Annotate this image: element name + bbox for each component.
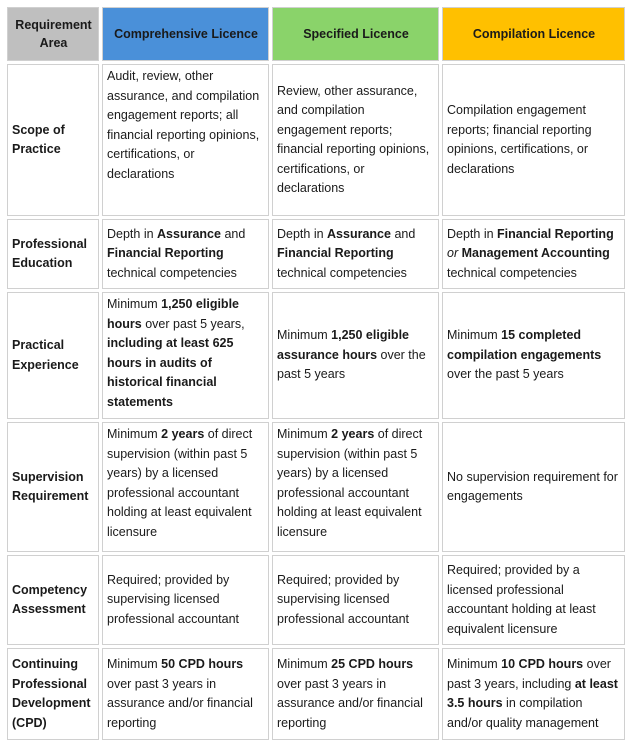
- licence-requirements-table-frame: [4, 4, 625, 739]
- cell-competency-compilation: Required; provided by a licensed professional accountant holding at least equivalent licensure: [442, 555, 625, 645]
- cell-cpd-comprehensive: Minimum 50 CPD hours over past 3 years in assurance and/or financial reporting: [102, 648, 269, 740]
- row-label-experience: Practical Experience: [7, 292, 99, 419]
- cell-scope-compilation: Compilation engagement reports; financial reporting opinions, certifications, or declarations: [442, 64, 625, 216]
- licence-requirements-table: [4, 4, 628, 743]
- table-row-experience: [7, 292, 625, 419]
- table-row-competency: [7, 555, 625, 645]
- header-requirement-area: Requirement Area: [7, 7, 99, 61]
- cell-experience-comprehensive: Minimum 1,250 eligible hours over past 5 years, including at least 625 hours in audits of historical financial statements: [102, 292, 269, 419]
- table-row-cpd: [7, 648, 625, 740]
- cell-cpd-compilation: Minimum 10 CPD hours over past 3 years, including at least 3.5 hours in compilation and/or quality management: [442, 648, 625, 740]
- row-label-supervision: Supervision Requirement: [7, 422, 99, 552]
- cell-scope-comprehensive: Audit, review, other assurance, and compilation engagement reports; all financial reporting opinions, certifications, or declarations: [102, 64, 269, 216]
- cell-education-comprehensive: Depth in Assurance and Financial Reporting technical competencies: [102, 219, 269, 289]
- cell-cpd-specified: Minimum 25 CPD hours over past 3 years in assurance and/or financial reporting: [272, 648, 439, 740]
- row-label-competency: Competency Assessment: [7, 555, 99, 645]
- cell-education-specified: Depth in Assurance and Financial Reporting technical competencies: [272, 219, 439, 289]
- row-label-cpd: Continuing Professional Development (CPD): [7, 648, 99, 740]
- row-label-scope: Scope of Practice: [7, 64, 99, 216]
- cell-scope-specified: Review, other assurance, and compilation engagement reports; financial reporting opinions, certifications, or declarations: [272, 64, 439, 216]
- header-specified-licence: Specified Licence: [272, 7, 439, 61]
- header-row: [7, 7, 625, 61]
- header-compilation-licence: Compilation Licence: [442, 7, 625, 61]
- cell-competency-specified: Required; provided by supervising licensed professional accountant: [272, 555, 439, 645]
- table-row-education: [7, 219, 625, 289]
- table-row-scope: [7, 64, 625, 216]
- cell-competency-comprehensive: Required; provided by supervising licensed professional accountant: [102, 555, 269, 645]
- header-comprehensive-licence: Comprehensive Licence: [102, 7, 269, 61]
- cell-experience-compilation: Minimum 15 completed compilation engagements over the past 5 years: [442, 292, 625, 419]
- table-row-supervision: [7, 422, 625, 552]
- row-label-education: Professional Education: [7, 219, 99, 289]
- cell-supervision-specified: Minimum 2 years of direct supervision (within past 5 years) by a licensed professional accountant holding at least equivalent licensure: [272, 422, 439, 552]
- cell-supervision-compilation: No supervision requirement for engagements: [442, 422, 625, 552]
- cell-education-compilation: Depth in Financial Reporting or Management Accounting technical competencies: [442, 219, 625, 289]
- cell-supervision-comprehensive: Minimum 2 years of direct supervision (within past 5 years) by a licensed professional accountant holding at least equivalent licensure: [102, 422, 269, 552]
- cell-experience-specified: Minimum 1,250 eligible assurance hours over the past 5 years: [272, 292, 439, 419]
